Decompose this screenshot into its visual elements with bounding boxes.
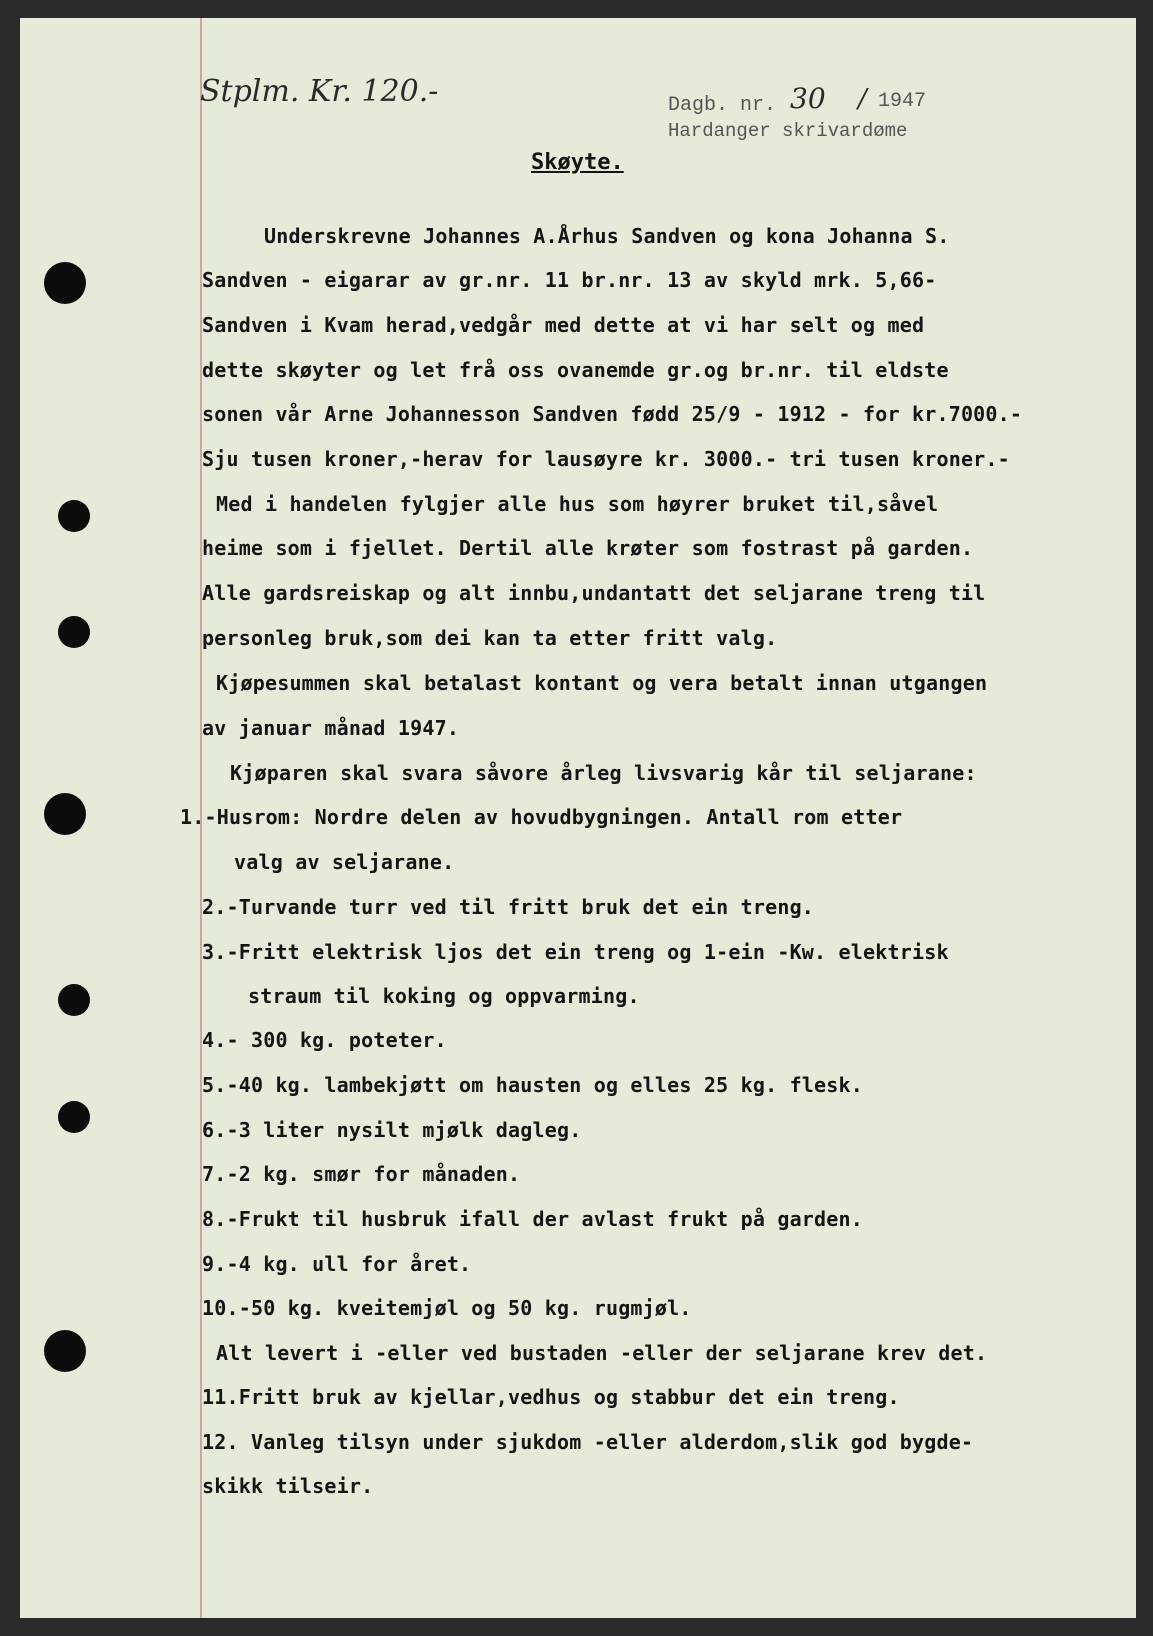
text-line: heime som i fjellet. Dertil alle krøter som fostrast på garden. — [202, 536, 974, 560]
punch-hole — [44, 262, 86, 304]
text-line: personleg bruk,som dei kan ta etter fritt valg. — [202, 626, 778, 650]
text-line: dette skøyter og let frå oss ovanemde gr.og br.nr. til eldste — [202, 358, 949, 382]
text-line: Alle gardsreiskap og alt innbu,undantatt det seljarane treng til — [202, 581, 986, 605]
punch-hole — [58, 500, 90, 532]
punch-hole — [44, 1330, 86, 1372]
text-line: 1.-Husrom: Nordre delen av hovudbygningen. Antall rom etter — [180, 805, 903, 829]
text-line: 10.-50 kg. kveitemjøl og 50 kg. rugmjøl. — [202, 1296, 692, 1320]
text-line: sonen vår Arne Johannesson Sandven fødd 25/9 - 1912 - for kr.7000.- — [202, 402, 1023, 426]
text-line: 6.-3 liter nysilt mjølk dagleg. — [202, 1118, 582, 1142]
text-line: av januar månad 1947. — [202, 716, 460, 740]
text-line: 4.- 300 kg. poteter. — [202, 1028, 447, 1052]
stamp-separator: / — [858, 84, 867, 114]
text-line: 8.-Frukt til husbruk ifall der avlast frukt på garden. — [202, 1207, 864, 1231]
text-line: Sju tusen kroner,-herav for lausøyre kr. 3000.- tri tusen kroner.- — [202, 447, 1010, 471]
text-line: 9.-4 kg. ull for året. — [202, 1252, 472, 1276]
text-line: 12. Vanleg tilsyn under sjukdom -eller alderdom,slik god bygde- — [202, 1430, 974, 1454]
punch-hole — [58, 984, 90, 1016]
text-line: Med i handelen fylgjer alle hus som høyrer bruket til,såvel — [216, 492, 939, 516]
punch-hole — [58, 616, 90, 648]
text-line: 7.-2 kg. smør for månaden. — [202, 1162, 521, 1186]
text-line: 2.-Turvande turr ved til fritt bruk det ein treng. — [202, 895, 815, 919]
text-line: Kjøpesummen skal betalast kontant og vera betalt innan utgangen — [216, 671, 988, 695]
text-line: valg av seljarane. — [234, 850, 455, 874]
text-line: Underskrevne Johannes A.Århus Sandven og kona Johanna S. — [264, 224, 950, 248]
text-line: skikk tilseir. — [202, 1474, 374, 1498]
punch-hole — [44, 793, 86, 835]
text-line: Sandven i Kvam herad,vedgår med dette at vi har selt og med — [202, 313, 925, 337]
stamp-office: Hardanger skrivardøme — [668, 120, 908, 142]
text-line: straum til koking og oppvarming. — [248, 984, 640, 1008]
document-title: Skøyte. — [531, 150, 624, 175]
text-line: 3.-Fritt elektrisk ljos det ein treng og 1-ein -Kw. elektrisk — [202, 940, 949, 964]
document-page — [20, 18, 1136, 1618]
stamp-number: 30 — [790, 82, 826, 115]
handwritten-fee-note: Stplm. Kr. 120.- — [200, 74, 439, 109]
stamp-year: 1947 — [878, 90, 927, 113]
text-line: Alt levert i -eller ved bustaden -eller der seljarane krev det. — [216, 1341, 988, 1365]
text-line: Kjøparen skal svara såvore årleg livsvarig kår til seljarane: — [230, 761, 977, 785]
stamp-prefix: Dagb. nr. — [668, 94, 777, 117]
text-line: Sandven - eigarar av gr.nr. 11 br.nr. 13 av skyld mrk. 5,66- — [202, 268, 937, 292]
punch-hole — [58, 1101, 90, 1133]
text-line: 11.Fritt bruk av kjellar,vedhus og stabbur det ein treng. — [202, 1385, 900, 1409]
text-line: 5.-40 kg. lambekjøtt om hausten og elles 25 kg. flesk. — [202, 1073, 864, 1097]
